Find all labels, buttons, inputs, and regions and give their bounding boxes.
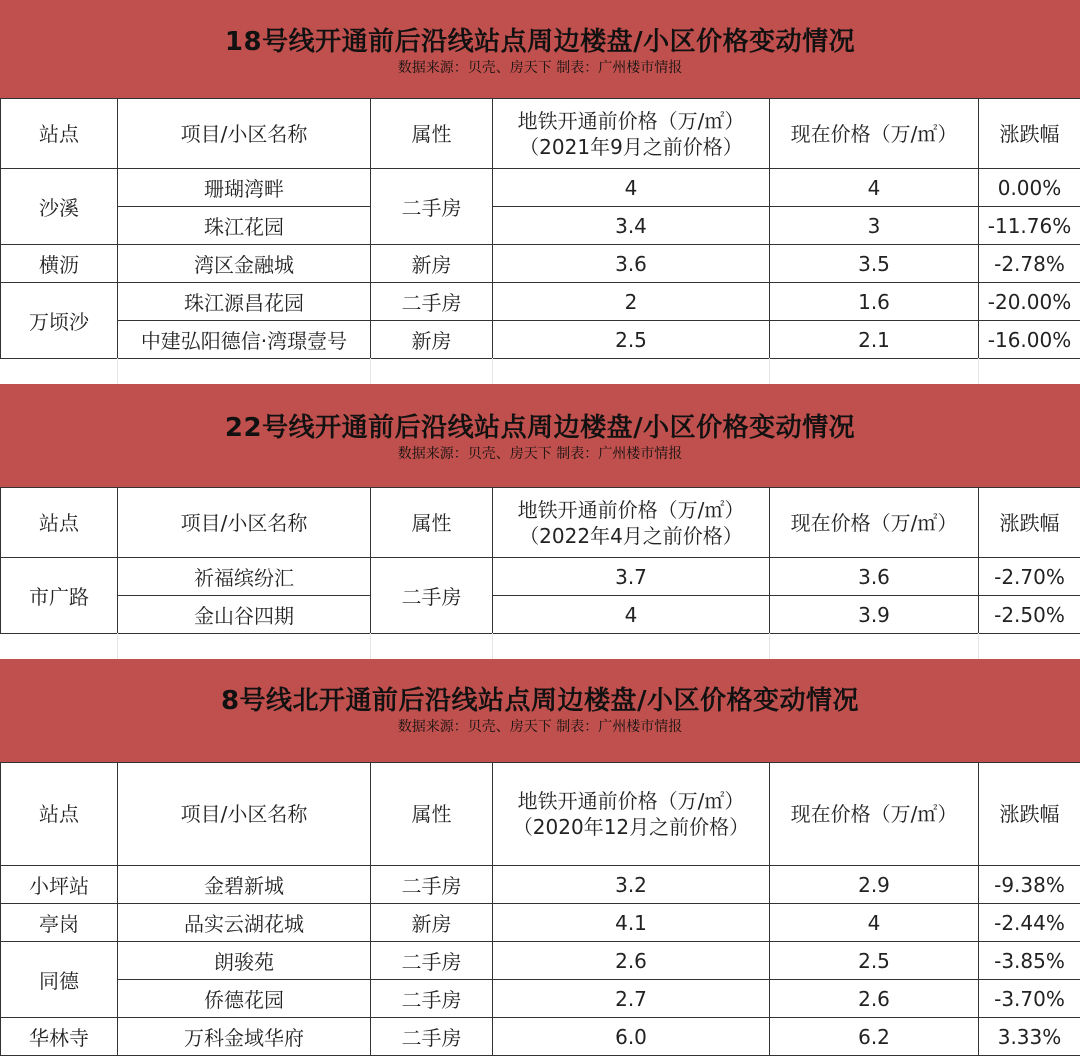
- before-price-cell: 6.0: [493, 1018, 770, 1056]
- table-row: [1, 1018, 1080, 1056]
- price-table: [0, 98, 1080, 359]
- col-header-now-price: 现在价格（万/㎡）: [770, 99, 979, 169]
- table-header-row: [1, 488, 1080, 558]
- col-header-project: 项目/小区名称: [118, 488, 371, 558]
- station-cell: 华林寺: [1, 1018, 118, 1056]
- type-cell: 二手房: [371, 866, 493, 904]
- col-header-before-price: [493, 488, 770, 558]
- project-cell: 中建弘阳德信·湾璟壹号: [118, 321, 371, 359]
- change-cell: -2.50%: [979, 596, 1080, 634]
- before-price-period: （2020年12月之前价格）: [493, 814, 769, 840]
- table-source: 数据来源：贝壳、房天下 制表：广州楼市情报: [0, 445, 1080, 463]
- now-price-cell: 3: [770, 207, 979, 245]
- now-price-cell: 3.9: [770, 596, 979, 634]
- col-header-station: 站点: [1, 763, 118, 866]
- col-header-project: 项目/小区名称: [118, 763, 371, 866]
- col-header-before-price: [493, 99, 770, 169]
- before-price-cell: 4: [493, 596, 770, 634]
- project-cell: 湾区金融城: [118, 245, 371, 283]
- table-row: [1, 980, 1080, 1018]
- table-row: [1, 866, 1080, 904]
- change-cell: -9.38%: [979, 866, 1080, 904]
- table-header-row: [1, 763, 1080, 866]
- table-row: [1, 321, 1080, 359]
- project-cell: 朗骏苑: [118, 942, 371, 980]
- change-cell: 0.00%: [979, 169, 1080, 207]
- type-cell: 新房: [371, 245, 493, 283]
- station-cell: 横沥: [1, 245, 118, 283]
- now-price-cell: 1.6: [770, 283, 979, 321]
- project-cell: 珠江源昌花园: [118, 283, 371, 321]
- now-price-cell: 6.2: [770, 1018, 979, 1056]
- change-cell: 3.33%: [979, 1018, 1080, 1056]
- before-price-cell: 4: [493, 169, 770, 207]
- col-header-now-price: 现在价格（万/㎡）: [770, 763, 979, 866]
- table-spacer: [0, 633, 1080, 659]
- project-cell: 祈福缤纷汇: [118, 558, 371, 596]
- before-price-label: 地铁开通前价格（万/㎡）: [493, 108, 769, 134]
- col-header-station: 站点: [1, 488, 118, 558]
- col-header-type: 属性: [371, 488, 493, 558]
- now-price-cell: 2.1: [770, 321, 979, 359]
- table-banner: [0, 384, 1080, 487]
- table-row: [1, 207, 1080, 245]
- col-header-before-price: [493, 763, 770, 866]
- col-header-change: 涨跌幅: [979, 99, 1080, 169]
- change-cell: -2.78%: [979, 245, 1080, 283]
- before-price-cell: 2.7: [493, 980, 770, 1018]
- table-row: [1, 169, 1080, 207]
- col-header-project: 项目/小区名称: [118, 99, 371, 169]
- type-cell: 二手房: [371, 942, 493, 980]
- before-price-cell: 3.2: [493, 866, 770, 904]
- change-cell: -2.70%: [979, 558, 1080, 596]
- change-cell: -3.85%: [979, 942, 1080, 980]
- table-header-row: [1, 99, 1080, 169]
- table-row: [1, 942, 1080, 980]
- project-cell: 万科金域华府: [118, 1018, 371, 1056]
- project-cell: 金碧新城: [118, 866, 371, 904]
- project-cell: 品实云湖花城: [118, 904, 371, 942]
- col-header-change: 涨跌幅: [979, 488, 1080, 558]
- before-price-cell: 3.6: [493, 245, 770, 283]
- table-row: [1, 558, 1080, 596]
- before-price-period: （2021年9月之前价格）: [493, 134, 769, 160]
- price-table: [0, 487, 1080, 634]
- station-cell: 市广路: [1, 558, 118, 634]
- table-title: 8号线北开通前后沿线站点周边楼盘/小区价格变动情况: [0, 659, 1080, 718]
- now-price-cell: 2.6: [770, 980, 979, 1018]
- before-price-period: （2022年4月之前价格）: [493, 523, 769, 549]
- now-price-cell: 3.6: [770, 558, 979, 596]
- col-header-now-price: 现在价格（万/㎡）: [770, 488, 979, 558]
- now-price-cell: 3.5: [770, 245, 979, 283]
- table-spacer: [0, 358, 1080, 384]
- table-banner: [0, 659, 1080, 762]
- change-cell: -3.70%: [979, 980, 1080, 1018]
- now-price-cell: 2.5: [770, 942, 979, 980]
- now-price-cell: 4: [770, 904, 979, 942]
- table-row: [1, 904, 1080, 942]
- col-header-change: 涨跌幅: [979, 763, 1080, 866]
- before-price-cell: 2.5: [493, 321, 770, 359]
- type-cell: 新房: [371, 904, 493, 942]
- table-title: 18号线开通前后沿线站点周边楼盘/小区价格变动情况: [0, 0, 1080, 59]
- table-source: 数据来源：贝壳、房天下 制表：广州楼市情报: [0, 718, 1080, 736]
- project-cell: 金山谷四期: [118, 596, 371, 634]
- type-cell: 新房: [371, 321, 493, 359]
- station-cell: 沙溪: [1, 169, 118, 245]
- type-cell: 二手房: [371, 169, 493, 245]
- project-cell: 侨德花园: [118, 980, 371, 1018]
- table-row: [1, 283, 1080, 321]
- type-cell: 二手房: [371, 980, 493, 1018]
- type-cell: 二手房: [371, 558, 493, 634]
- before-price-cell: 3.7: [493, 558, 770, 596]
- now-price-cell: 2.9: [770, 866, 979, 904]
- change-cell: -11.76%: [979, 207, 1080, 245]
- station-cell: 同德: [1, 942, 118, 1018]
- type-cell: 二手房: [371, 283, 493, 321]
- project-cell: 珠江花园: [118, 207, 371, 245]
- before-price-cell: 4.1: [493, 904, 770, 942]
- price-table: [0, 762, 1080, 1056]
- station-cell: 小坪站: [1, 866, 118, 904]
- table-banner: [0, 0, 1080, 98]
- table-row: [1, 245, 1080, 283]
- station-cell: 亭岗: [1, 904, 118, 942]
- before-price-cell: 2.6: [493, 942, 770, 980]
- col-header-type: 属性: [371, 763, 493, 866]
- change-cell: -20.00%: [979, 283, 1080, 321]
- col-header-type: 属性: [371, 99, 493, 169]
- project-cell: 珊瑚湾畔: [118, 169, 371, 207]
- change-cell: -16.00%: [979, 321, 1080, 359]
- table-title: 22号线开通前后沿线站点周边楼盘/小区价格变动情况: [0, 384, 1080, 445]
- before-price-label: 地铁开通前价格（万/㎡）: [493, 497, 769, 523]
- table-row: [1, 596, 1080, 634]
- station-cell: 万顷沙: [1, 283, 118, 359]
- before-price-label: 地铁开通前价格（万/㎡）: [493, 788, 769, 814]
- now-price-cell: 4: [770, 169, 979, 207]
- type-cell: 二手房: [371, 1018, 493, 1056]
- col-header-station: 站点: [1, 99, 118, 169]
- before-price-cell: 3.4: [493, 207, 770, 245]
- change-cell: -2.44%: [979, 904, 1080, 942]
- before-price-cell: 2: [493, 283, 770, 321]
- table-source: 数据来源：贝壳、房天下 制表：广州楼市情报: [0, 59, 1080, 77]
